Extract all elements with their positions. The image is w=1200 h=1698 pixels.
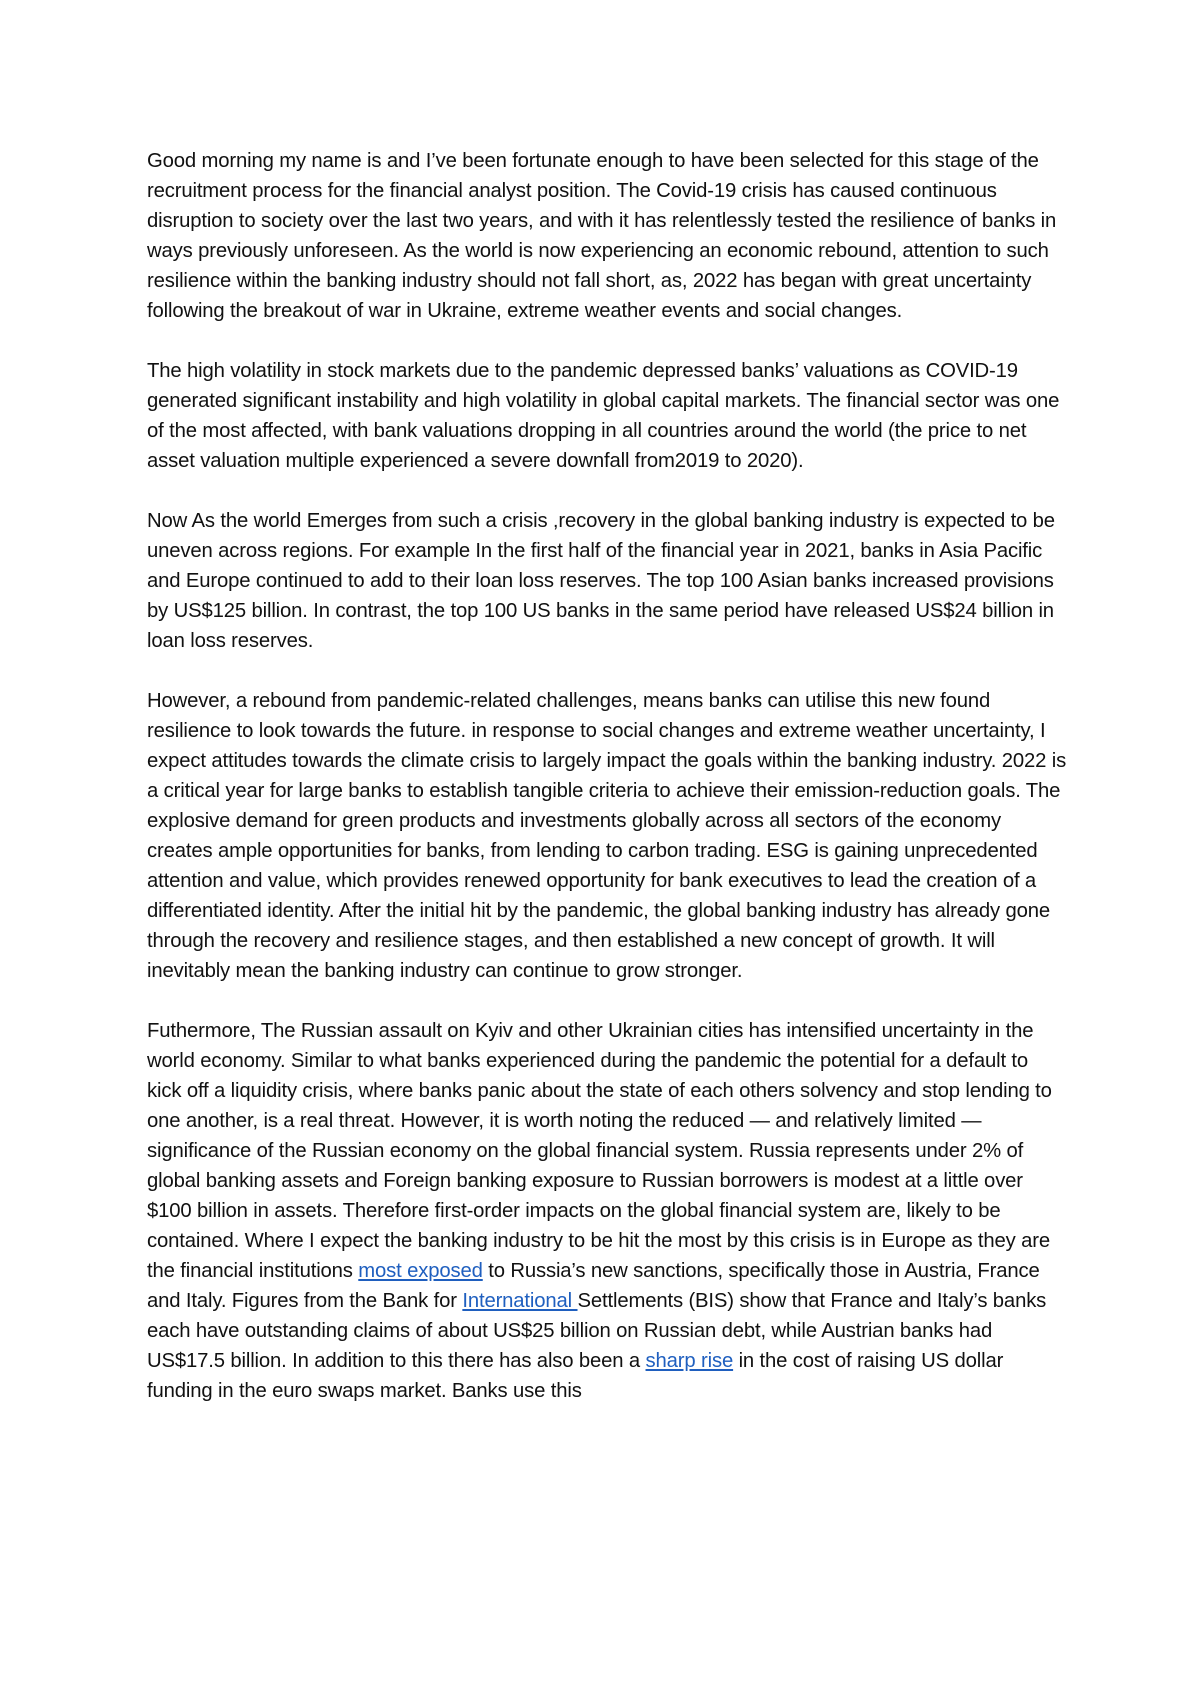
most-exposed-link[interactable]: most exposed	[358, 1260, 483, 1282]
sharp-rise-link[interactable]: sharp rise	[645, 1350, 734, 1372]
paragraph-recovery: Now As the world Emerges from such a crisis ,recovery in the global banking industry is expected to be uneven across regions. For example In the first half of the financial year in 2021, banks in Asia Pacific and Europe continued to add to their loan loss reserves. The top 100 Asian banks increased provisions by US$125 billion. In contrast, the top 100 US banks in the same period have released US$24 billion in loan loss reserves.	[147, 510, 1055, 652]
paragraph-russia-text-2: to Russia’s new sanctions, specifically those in Austria, France and Italy. Figures from the Bank for	[147, 1260, 1040, 1312]
paragraph-russia-text-4: in the cost of raising US dollar funding in the euro swaps market. Banks use this	[147, 1350, 1004, 1402]
paragraph-russia-text-1: Futhermore, The Russian assault on Kyiv and other Ukrainian cities has intensified uncertainty in the world economy. Similar to what banks experienced during the pandemic the potential for a default to kick off a liquidity crisis, where banks panic about the state of each others solvency and stop lending to one another, is a real threat. However, it is worth noting the reduced — and relatively limited — significance of the Russian economy on the global financial system. Russia represents under 2% of global banking assets and Foreign banking exposure to Russian borrowers is modest at a little over $100 billion in assets. Therefore first-order impacts on the global financial system are, likely to be contained. Where I expect the banking industry to be hit the most by this crisis is in Europe as they are the financial institutions	[147, 1020, 1052, 1282]
paragraph-intro: Good morning my name is and I’ve been fortunate enough to have been selected for this stage of the recruitment process for the financial analyst position. The Covid-19 crisis has caused continuous disruption to society over the last two years, and with it has relentlessly tested the resilience of banks in ways previously unforeseen. As the world is now experiencing an economic rebound, attention to such resilience within the banking industry should not fall short, as, 2022 has began with great uncertainty following the breakout of war in Ukraine, extreme weather events and social changes.	[147, 150, 1057, 322]
international-link[interactable]: International	[462, 1290, 578, 1312]
paragraph-russia-text-3: Settlements (BIS) show that France and Italy’s banks each have outstanding claims of about US$25 billion on Russian debt, while Austrian banks had US$17.5 billion. In addition to this there has also been a	[147, 1290, 1047, 1372]
paragraph-climate: However, a rebound from pandemic-related challenges, means banks can utilise this new found resilience to look towards the future. in response to social changes and extreme weather uncertainty, I expect attitudes towards the climate crisis to largely impact the goals within the banking industry. 2022 is a critical year for large banks to establish tangible criteria to achieve their emission-reduction goals. The explosive demand for green products and investments globally across all sectors of the economy creates ample opportunities for banks, from lending to carbon trading. ESG is gaining unprecedented attention and value, which provides renewed opportunity for bank executives to lead the creation of a differentiated identity. After the initial hit by the pandemic, the global banking industry has already gone through the recovery and resilience stages, and then established a new concept of growth. It will inevitably mean the banking industry can continue to grow stronger.	[147, 690, 1067, 982]
document-body	[147, 146, 1067, 1406]
paragraph-russia	[147, 1016, 1067, 1406]
paragraph-volatility: The high volatility in stock markets due to the pandemic depressed banks’ valuations as COVID-19 generated significant instability and high volatility in global capital markets. The financial sector was one of the most affected, with bank valuations dropping in all countries around the world (the price to net asset valuation multiple experienced a severe downfall from2019 to 2020).	[147, 360, 1060, 472]
